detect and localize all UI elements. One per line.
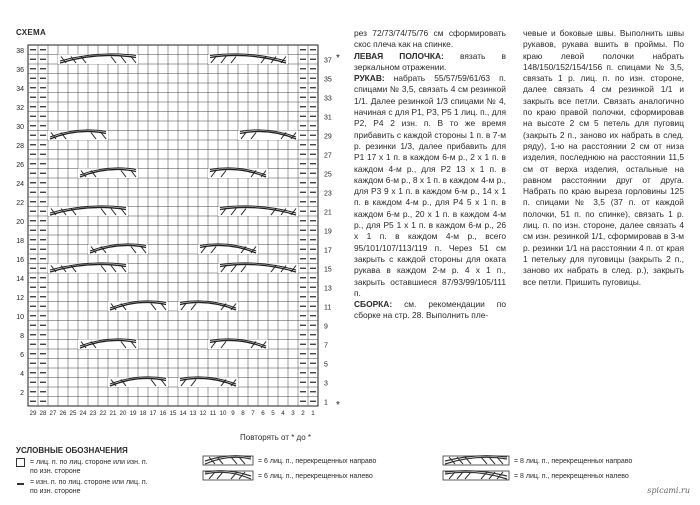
row-label-right: 21 — [324, 209, 332, 217]
cable-right — [108, 301, 168, 311]
cable-right — [58, 54, 138, 64]
col-label: 14 — [179, 410, 187, 417]
legend-title: УСЛОВНЫЕ ОБОЗНАЧЕНИЯ — [16, 446, 128, 455]
cable-right — [78, 339, 138, 349]
instructions-column-2 — [523, 28, 684, 288]
row-label-right: 3 — [324, 380, 328, 388]
col-label: 4 — [281, 410, 285, 417]
row-label-right: 35 — [324, 76, 332, 84]
row-label-left: 38 — [16, 47, 24, 55]
cable-6-right-icon — [203, 456, 253, 465]
paragraph-text: набрать 55/57/59/61/63 п. спицами № 3,5, связать 4 см резинкой 1/1. Далее резинкой 1/3 спицами № 4, начиная с для P1, P3, P5 1 лиц. п., для P2, P4 2 изн. п. В то же время прибавить с каждой стороны 1 п. в 7-м р. резинки 1/3, далее прибавить для P1 17 x 1 п. в каждом 6-м р., 2 x 1 п. в каждом 4-м р., для P2 13 x 1 п. в каждом 6-м р., 8 x 1 п. в каждом 4-м р., для P3 9 x 1 п. в каждом 6-м р., 14 x 1 п. в каждом 4-м р., для P4 5 x 1 п. в каждом 6-м р., 20 x 1 п. в каждом 4-м р., для P5 1 x 1 п. в каждом 6-м р., 26 x 1 п. в каждом 4-м р., всего 95/101/107/113/119 п. Через 51 см закрыть с каждой стороны для оката рукава в каждом 2-м р. 4 x 1 п., закрыть оставшиеся 87/93/99/105/111 п. — [354, 73, 506, 298]
row-label-right: 37 — [324, 57, 332, 65]
row-label-right: 17 — [324, 247, 332, 255]
row-label-left: 32 — [16, 104, 24, 112]
paragraph — [523, 28, 684, 288]
cable-left — [218, 206, 298, 216]
instructions-column-1 — [354, 28, 506, 322]
col-label: 25 — [69, 410, 77, 417]
row-label-right: 9 — [324, 323, 328, 331]
cable-left — [208, 168, 268, 178]
row-label-left: 2 — [20, 389, 24, 397]
col-label: 8 — [241, 410, 245, 417]
row-label-right: 1 — [324, 399, 328, 407]
repeat-star-bottom: * — [336, 400, 340, 411]
section-heading: ЛЕВАЯ ПОЛОЧКА: — [354, 50, 444, 61]
repeat-star-top: * — [336, 53, 340, 64]
cable-left — [198, 244, 258, 254]
cable-left — [178, 377, 238, 387]
row-label-left: 22 — [16, 199, 24, 207]
col-label: 23 — [89, 410, 97, 417]
row-label-left: 26 — [16, 161, 24, 169]
row-label-left: 36 — [16, 66, 24, 74]
col-label: 18 — [139, 410, 147, 417]
legend-knit-text: = лиц. п. по лиц. стороне или изн. п. по изн. стороне — [30, 459, 148, 475]
legend-cable-6-left-text: = 6 лиц. п., перекрещенных налево — [258, 473, 373, 480]
row-label-left: 34 — [16, 85, 24, 93]
row-label-right: 15 — [324, 266, 332, 274]
col-label: 3 — [291, 410, 295, 417]
row-label-right: 27 — [324, 152, 332, 160]
cable-left — [178, 301, 238, 311]
legend-cable-6-right-text: = 6 лиц. п., перекрещенных направо — [258, 458, 377, 465]
col-label: 7 — [251, 410, 255, 417]
row-label-left: 18 — [16, 237, 24, 245]
col-label: 10 — [219, 410, 227, 417]
row-label-left: 30 — [16, 123, 24, 131]
legend-cable-8-left-text: = 8 лиц. п., перекрещенных налево — [514, 473, 629, 480]
cable-right — [78, 168, 138, 178]
row-label-left: 24 — [16, 180, 24, 188]
section-heading: СБОРКА: — [354, 299, 393, 310]
chart-grid — [28, 45, 318, 406]
paragraph — [354, 28, 506, 51]
col-label: 1 — [311, 410, 315, 417]
col-label: 6 — [261, 410, 265, 417]
row-label-right: 7 — [324, 342, 328, 350]
knitting-chart — [0, 0, 340, 440]
legend-purl-text: = изн. п. по лиц. стороне или лиц. п. по изн. стороне — [30, 479, 148, 495]
row-label-left: 6 — [20, 351, 24, 359]
legend-cable-8-right-text: = 8 лиц. п., перекрещенных направо — [514, 458, 633, 465]
paragraph — [354, 51, 506, 74]
paragraph-text: чевые и боковые швы. Выполнить швы рукавов, рукава вшить в проймы. По краю левой полочки набрать 148/150/152/154/156 п. спицами № 3,5, связать 1 р. лиц. п. по изн. стороне, далее связать 4 см резинкой 1/1 и закрыть все петли. Связать аналогично по краю правой полочки, сформировав на высоте 2 см 5 петель для пуговиц (закрыть 2 п., заново их набрать в след. ряду), 1-ю на расстоянии 2 см от низа изделия, последнюю на расстоянии 11,5 см от верха изделия, остальные на равном расстоянии друг от друга. Набрать по краю выреза горловины 125 п. спицами № 3,5 (37 п. от каждой полочки, 51 п. по спинке), связать 1 р. лиц. п. по изн. стороне, далее связать 4 см изн. резинкой 1/1, сформировав в 3-м р. резинки 1/1 на расстоянии 4 п. от края 1 петельку для пуговицы (закрыть 2 п., заново их набрать в след. р.), закрыть все петли. Пришить пуговицы. — [523, 28, 684, 287]
cable-right — [48, 130, 108, 140]
col-label: 28 — [39, 410, 47, 417]
cable-8-left-icon — [443, 471, 509, 480]
cable-left — [208, 339, 268, 349]
row-label-left: 28 — [16, 142, 24, 150]
cable-8-right-icon — [443, 456, 509, 465]
row-label-right: 5 — [324, 361, 328, 369]
row-label-left: 16 — [16, 256, 24, 264]
col-label: 27 — [49, 410, 57, 417]
paragraph-text: см. рекомендации по сборке на стр. 28. Выполнить пле- — [354, 299, 506, 321]
cable-left — [238, 130, 298, 140]
col-label: 17 — [149, 410, 157, 417]
cable-left — [218, 263, 298, 273]
col-label: 13 — [189, 410, 197, 417]
row-label-right: 25 — [324, 171, 332, 179]
cable-right — [108, 377, 168, 387]
col-label: 2 — [301, 410, 305, 417]
repeat-label: Повторять от * до * — [240, 433, 311, 442]
row-label-right: 33 — [324, 95, 332, 103]
row-label-right: 29 — [324, 133, 332, 141]
row-label-left: 14 — [16, 275, 24, 283]
paragraph — [354, 73, 506, 299]
chart-title: СХЕМА — [16, 28, 47, 37]
col-label: 19 — [129, 410, 137, 417]
row-label-right: 23 — [324, 190, 332, 198]
col-label: 11 — [209, 410, 217, 417]
row-label-right: 11 — [324, 304, 332, 312]
row-label-right: 13 — [324, 285, 332, 293]
col-label: 22 — [99, 410, 107, 417]
paragraph-text: рез 72/73/74/75/76 см сформировать скос плеча как на спинке. — [354, 28, 506, 50]
col-label: 20 — [119, 410, 127, 417]
row-label-left: 8 — [20, 332, 24, 340]
cable-6-left-icon — [203, 471, 253, 480]
row-label-left: 12 — [16, 294, 24, 302]
col-label: 5 — [271, 410, 275, 417]
col-label: 15 — [169, 410, 177, 417]
col-label: 21 — [109, 410, 117, 417]
cable-right — [48, 206, 128, 216]
col-label: 12 — [199, 410, 207, 417]
section-heading: РУКАВ: — [354, 73, 385, 84]
watermark: spicami.ru — [647, 486, 690, 495]
row-label-right: 19 — [324, 228, 332, 236]
paragraph — [354, 299, 506, 322]
col-label: 9 — [231, 410, 235, 417]
legend-cable-symbols — [0, 448, 700, 488]
row-label-left: 4 — [20, 370, 24, 378]
row-label-left: 10 — [16, 313, 24, 321]
cable-right — [88, 244, 148, 254]
col-label: 24 — [79, 410, 87, 417]
col-label: 29 — [29, 410, 37, 417]
row-label-left: 20 — [16, 218, 24, 226]
paragraph-text: вязать в зеркальном отражении. — [354, 50, 506, 72]
row-label-right: 31 — [324, 114, 332, 122]
cable-left — [208, 54, 288, 64]
col-label: 16 — [159, 410, 167, 417]
col-label: 26 — [59, 410, 67, 417]
cable-right — [48, 263, 128, 273]
